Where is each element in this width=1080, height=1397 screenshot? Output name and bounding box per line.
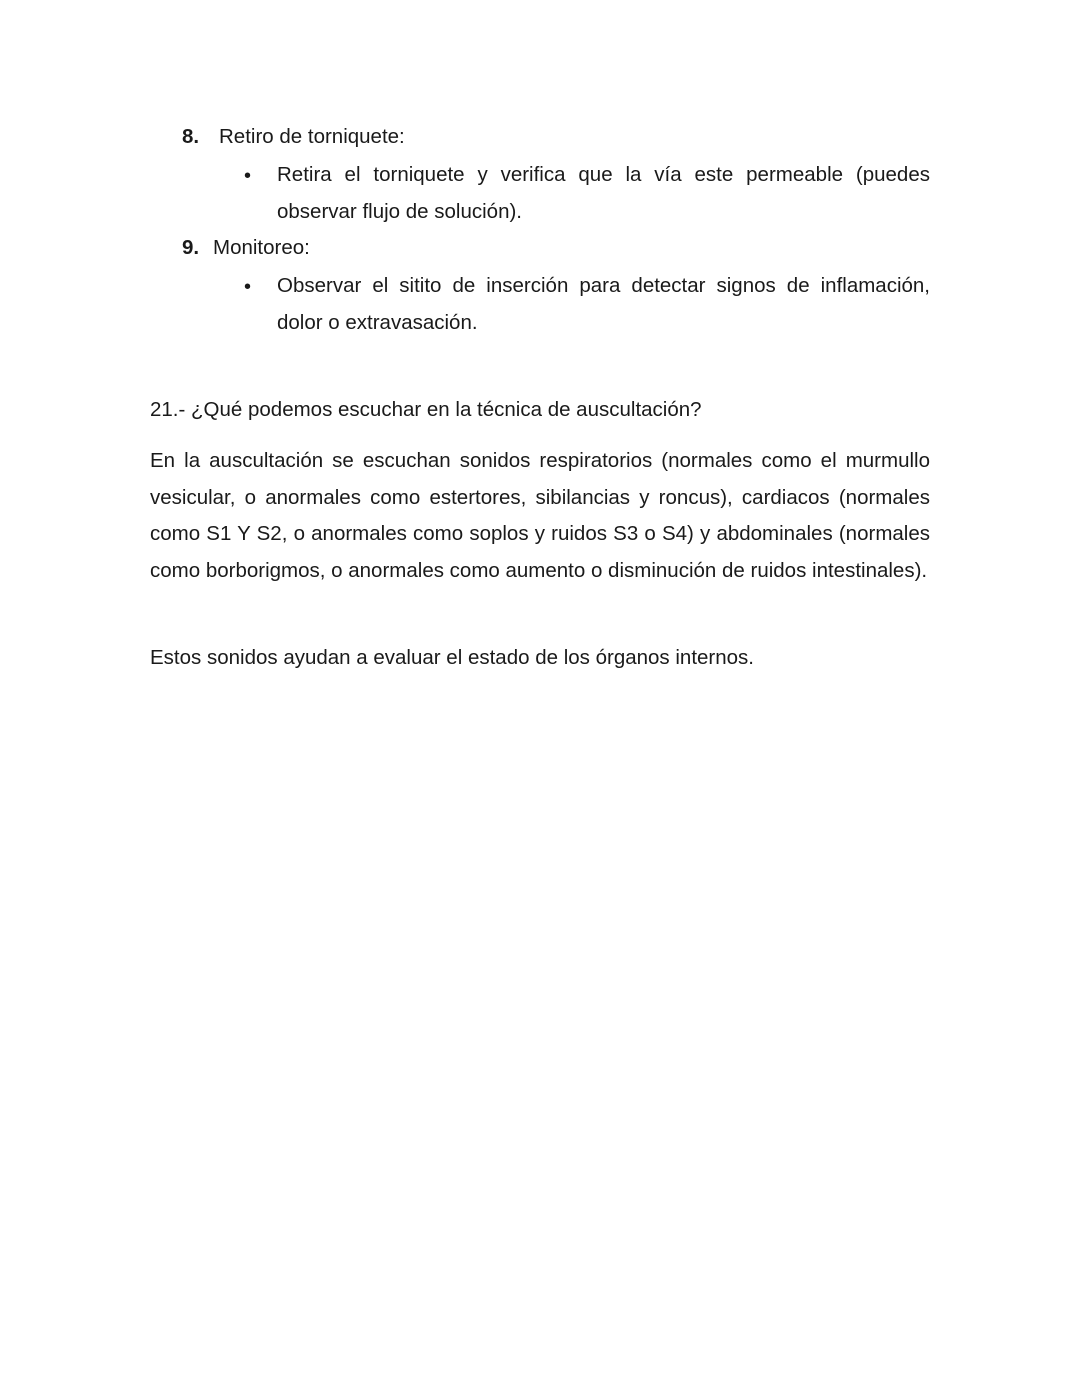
- question-21: 21.- ¿Qué podemos escuchar en la técnica de auscultación?: [150, 398, 702, 421]
- closing-paragraph: Estos sonidos ayudan a evaluar el estado de los órganos internos.: [150, 646, 754, 669]
- step-8-title: Retiro de torniquete:: [219, 125, 405, 148]
- step-9-bullet-text: Observar el sitito de inserción para detectar signos de inflamación, dolor o extravasación.: [277, 274, 930, 334]
- step-9-heading: [182, 235, 310, 261]
- step-8-number: 8.: [182, 125, 200, 148]
- step-8-bullet-text: Retira el torniquete y verifica que la vía este permeable (puedes observar flujo de solución).: [277, 163, 930, 223]
- answer-paragraph: En la auscultación se escuchan sonidos respiratorios (normales como el murmullo vesicular, o anormales como estertores, sibilancias y roncus), cardiacos (normales como S1 Y S2, o anormales como soplos y ruidos S3 o S4) y abdominales (normales como borborigmos, o anormales como aumento o disminución de ruidos intestinales).: [150, 449, 930, 582]
- step-8-bullet-dot: •: [244, 165, 252, 187]
- step-9-number: 9.: [182, 236, 200, 259]
- step-8-heading: [182, 124, 405, 150]
- step-9-title: Monitoreo:: [213, 236, 310, 259]
- step-9-bullet-dot: •: [244, 276, 252, 298]
